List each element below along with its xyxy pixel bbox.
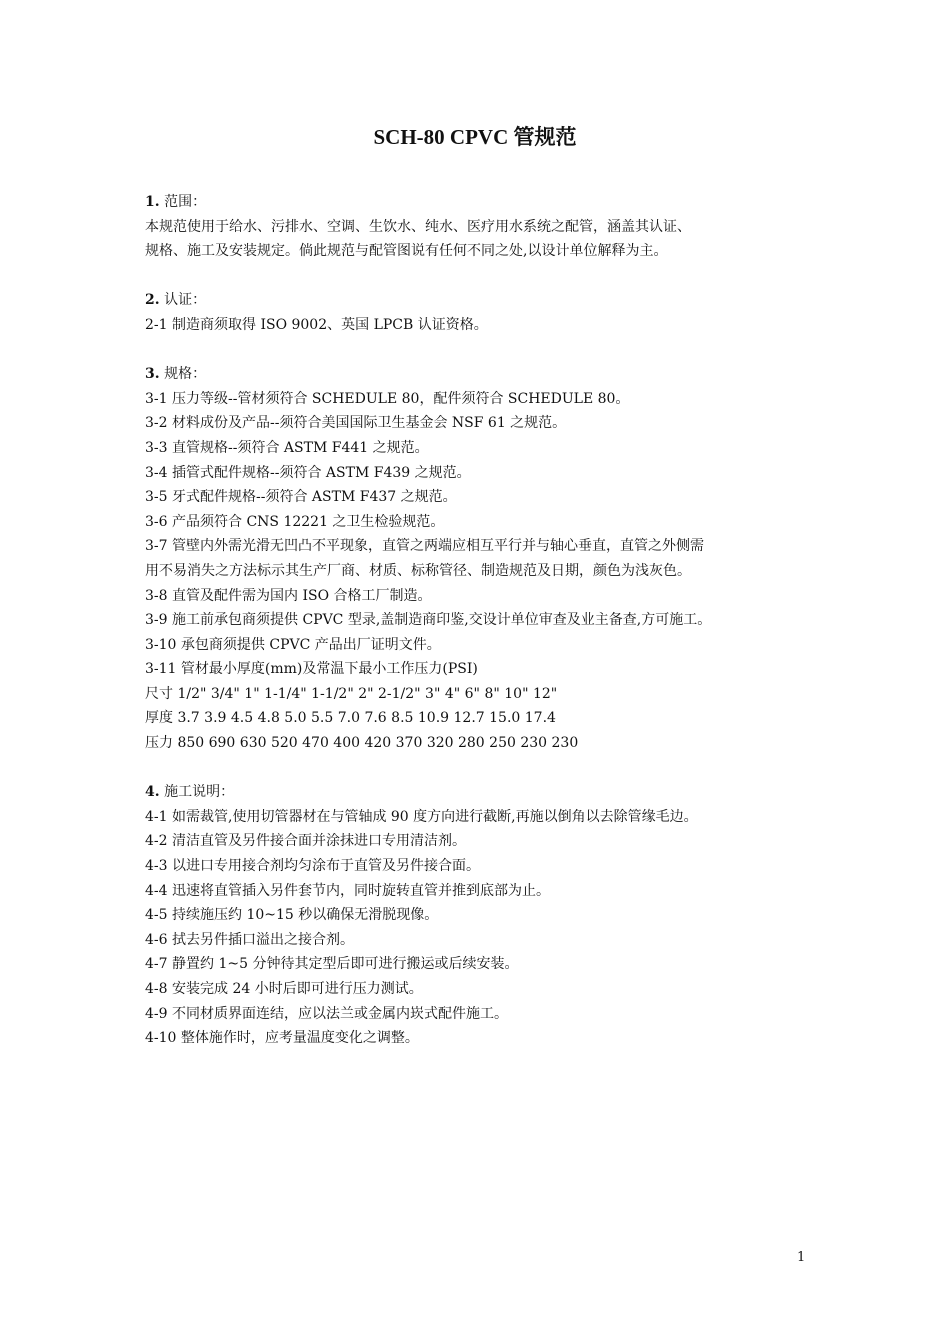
section-number: 2. xyxy=(145,292,160,309)
paragraph-line: 3-9 施工前承包商须提供 CPVC 型录,盖制造商印鉴,交设计单位审查及业主备查,方可施工。 xyxy=(145,612,712,629)
paragraph-line: 4-10 整体施作时，应考量温度变化之调整。 xyxy=(145,1030,419,1047)
section-number: 3. xyxy=(145,366,160,383)
page-number: 1 xyxy=(797,1250,806,1265)
section-label: 范围： xyxy=(164,194,207,210)
section-heading-specifications xyxy=(145,362,805,387)
section-heading-certification xyxy=(145,288,805,313)
paragraph-line: 用不易消失之方法标示其生产厂商、材质、标称管径、制造规范及日期，颜色为浅灰色。 xyxy=(145,562,691,579)
spacer xyxy=(145,338,805,363)
spacer xyxy=(145,264,805,289)
size-row: 尺寸 1/2" 3/4" 1" 1-1/4" 1-1/2" 2" 2-1/2" 3" 4" 6" 8" 10" 12" xyxy=(145,685,558,702)
paragraph-line: 本规范使用于给水、污排水、空调、生饮水、纯水、医疗用水系统之配管，涵盖其认证、 xyxy=(145,218,691,235)
paragraph-line: 3-3 直管规格--须符合 ASTM F441 之规范。 xyxy=(145,439,429,456)
paragraph-line: 3-10 承包商须提供 CPVC 产品出厂证明文件。 xyxy=(145,636,441,653)
paragraph-line: 规格、施工及安装规定。倘此规范与配管图说有任何不同之处,以设计单位解释为主。 xyxy=(145,243,668,260)
paragraph-line: 4-5 持续施压约 10~15 秒以确保无滑脱现像。 xyxy=(145,907,439,924)
section-number: 1. xyxy=(145,194,160,210)
section-label: 规格： xyxy=(164,366,207,383)
paragraph-line: 3-8 直管及配件需为国内 ISO 合格工厂制造。 xyxy=(145,587,432,604)
paragraph-line: 4-1 如需裁管,使用切管器材在与管轴成 90 度方向进行截断,再施以倒角以去除管缘毛边。 xyxy=(145,808,698,825)
paragraph-line: 3-6 产品须符合 CNS 12221 之卫生检验规范。 xyxy=(145,513,445,530)
paragraph-line: 4-7 静置约 1~5 分钟待其定型后即可进行搬运或后续安装。 xyxy=(145,956,519,973)
paragraph-line: 4-3 以进口专用接合剂均匀涂布于直管及另件接合面。 xyxy=(145,858,480,875)
section-label: 认证： xyxy=(164,292,207,309)
page-title: SCH-80 CPVC 管规范 xyxy=(373,125,577,149)
paragraph-line: 3-4 插管式配件规格--须符合 ASTM F439 之规范。 xyxy=(145,464,471,481)
section-number: 4. xyxy=(145,784,160,801)
paragraph-line: 4-6 拭去另件插口溢出之接合剂。 xyxy=(145,931,354,948)
document-body xyxy=(145,190,805,1051)
paragraph-line: 4-9 不同材质界面连结，应以法兰或金属内崁式配件施工。 xyxy=(145,1005,508,1022)
paragraph-line: 4-2 清洁直管及另件接合面并涂抹进口专用清洁剂。 xyxy=(145,833,466,850)
section-heading-installation xyxy=(145,780,805,805)
paragraph-line: 3-11 管材最小厚度(mm)及常温下最小工作压力(PSI) xyxy=(145,661,478,678)
paragraph-line: 3-2 材料成份及产品--须符合美国国际卫生基金会 NSF 61 之规范。 xyxy=(145,415,567,432)
thickness-row: 厚度 3.7 3.9 4.5 4.8 5.0 5.5 7.0 7.6 8.5 10.9 12.7 15.0 17.4 xyxy=(145,710,556,727)
paragraph-line: 3-7 管壁内外需光滑无凹凸不平现象，直管之两端应相互平行并与轴心垂直，直管之外侧需 xyxy=(145,538,704,555)
paragraph-line: 3-1 压力等级--管材须符合 SCHEDULE 80，配件须符合 SCHEDULE 80。 xyxy=(145,390,630,407)
section-label: 施工说明： xyxy=(164,784,235,801)
spacer xyxy=(145,756,805,781)
paragraph-line: 2-1 制造商须取得 ISO 9002、英国 LPCB 认证资格。 xyxy=(145,316,488,333)
paragraph-line: 4-4 迅速将直管插入另件套节内，同时旋转直管并推到底部为止。 xyxy=(145,882,550,899)
pressure-row: 压力 850 690 630 520 470 400 420 370 320 280 250 230 230 xyxy=(145,735,579,752)
paragraph-line: 4-8 安装完成 24 小时后即可进行压力测试。 xyxy=(145,981,423,997)
paragraph-line: 3-5 牙式配件规格--须符合 ASTM F437 之规范。 xyxy=(145,489,457,506)
section-heading-scope xyxy=(145,190,805,215)
